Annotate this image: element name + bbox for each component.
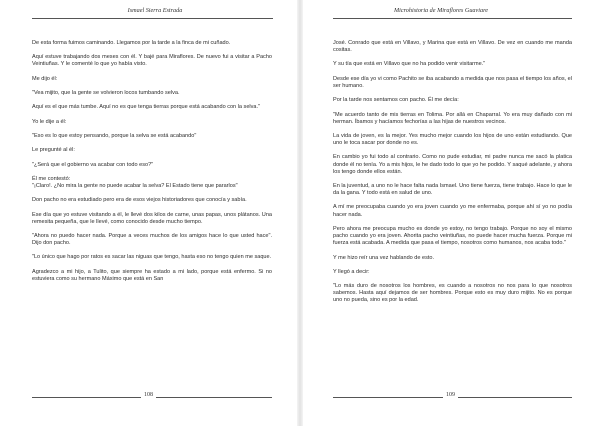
paragraph: De esta forma fuimos caminando. Llegamos por la tarde a la finca de mi cuñado. bbox=[32, 40, 231, 46]
paragraph: Don pacho no era estudiado pero era de esos viejos historiadores que conocía y sabía. bbox=[32, 197, 247, 204]
paragraph: Y me hizo reír una vez hablando de esto. bbox=[333, 254, 435, 261]
paragraph: Le pregunté al él: bbox=[32, 147, 75, 154]
paragraph: "Lo único que hago por ratos es sacar las niguas que tengo, hasta eso no tengo quien me saque. bbox=[32, 254, 272, 261]
paragraph: "Vea mijito, que la gente se volvieron locos tumbando selva. bbox=[32, 90, 180, 97]
paragraph: Yo le dije a él: bbox=[32, 118, 67, 125]
right-page-body bbox=[333, 40, 572, 312]
page-number: 108 bbox=[141, 392, 156, 398]
paragraph: Aquí estuve trabajando dos meses con él. Y bajé para Miraflores. De nuevo fui a visitar a Pacho Veintiuñas. Y le comenté lo que yo había visto. bbox=[32, 54, 272, 68]
paragraph: "Eso es lo que estoy pensando, porque la selva se está acabando" bbox=[32, 132, 197, 139]
paragraph: "Lo más duro de nosotros los hombres, es cuando a nosotros no nos para lo que nosotros sabemos. Hasta aquí dejamos de ser hombres. Porque esto es muy duro mijito. No es porque uno no pueda, sino es por la edad. bbox=[333, 283, 572, 304]
paragraph: Me dijo él: bbox=[32, 75, 58, 82]
paragraph: "¿Será que el gobierno va acabar con todo eso?" bbox=[32, 161, 154, 168]
header-rule bbox=[333, 18, 572, 19]
paragraph: Ese día que yo estuve visitando a él, le llevé dos kilos de carne, unas papas, unos plátanos. Una remesita pequeña, que le llevé, como conocido desde mucho tiempo. bbox=[32, 211, 272, 225]
paragraph: Él me contestó: bbox=[32, 175, 71, 182]
left-page-body bbox=[32, 40, 272, 290]
left-page bbox=[0, 0, 297, 426]
running-head-title: Microhistoria de Miraflores Guaviare bbox=[393, 7, 488, 14]
running-head-author: Ismael Sierra Estrada bbox=[127, 7, 183, 14]
paragraph: En la juventud, a uno no le hace falta nada Ismael. Uno tiene fuerza, tiene trabajo. Hace lo que le da la gana. Y todo está en salud de uno. bbox=[333, 183, 572, 197]
paragraph: "Me acuerdo tanto de mis tierras en Tolima. Por allá en Chaparral. Yo era muy dañado con mi herman. Íbamos y hacíamos fechorías a las hijas de nuestros vecinos. bbox=[333, 111, 572, 125]
paragraph: Y su tía que está en Villavo que no ha podido venir visitarme." bbox=[333, 61, 486, 68]
paragraph: A mí me preocupaba cuando yo era joven cuando yo me enfermaba, porque ahí sí yo no podía hacer nada. bbox=[333, 204, 572, 218]
paragraph: "Ahora no puedo hacer nada. Porque a veces muchos de los amigos hace lo que usted hace". Dijo don pacho. bbox=[32, 233, 272, 247]
paragraph: La vida de joven, es la mejor. Yes mucho mejor cuando los hijos de uno están estudiando. Que uno le toca sacar por donde no es. bbox=[333, 132, 572, 147]
paragraph: Desde ese día yo vi como Pachito se iba acabando a medida que nos pasa el tiempo los años, el ser humano. bbox=[333, 75, 572, 89]
paragraph: Y llegó a decir: bbox=[333, 268, 370, 275]
page-number: 109 bbox=[443, 392, 458, 398]
paragraph: Agradezco a mi hijo, a Tulito, que siempre ha estado a mi lado, porque está enfermo. Si no estuviera como su hermano Máximo que está en San bbox=[32, 268, 272, 282]
right-page bbox=[303, 0, 600, 426]
paragraph: Aquí es el que más tumbe. Aquí no es que tenga tierras porque está acabando con la selva." bbox=[32, 104, 260, 111]
header-rule bbox=[32, 18, 273, 19]
paragraph: Pero ahora me preocupa mucho es donde yo estoy, no tengo trabajo. Porque no soy el mismo pacho cuando yo era joven. Ahorita pacho veintiuñas, no puede hacer mucha fuerza. Porque mi fuerza está acabada. A medida que pasa el tiempo, nosotros como humanos, nos acaba todo." bbox=[333, 225, 572, 247]
paragraph: José. Conrado que está en Villavo, y Marina que está en Villavo. De vez en cuando me manda cositas. bbox=[333, 40, 572, 54]
paragraph: "¡Claro!. ¿No mira la gente no puede acabar la selva? El Estado tiene que pararlos" bbox=[32, 182, 238, 189]
paragraph: Por la tarde nos sentamos con pacho. Él me decía: bbox=[333, 97, 459, 104]
paragraph: En cambio yo fui todo al contrario. Como no pude estudiar, mi padre nunca me sacó la platica donde él no tenía. Yo a mis hijos, le he dado todo lo que yo he podido. Y saqué adelante, y ahora los tengo donde ellos están. bbox=[333, 154, 572, 175]
